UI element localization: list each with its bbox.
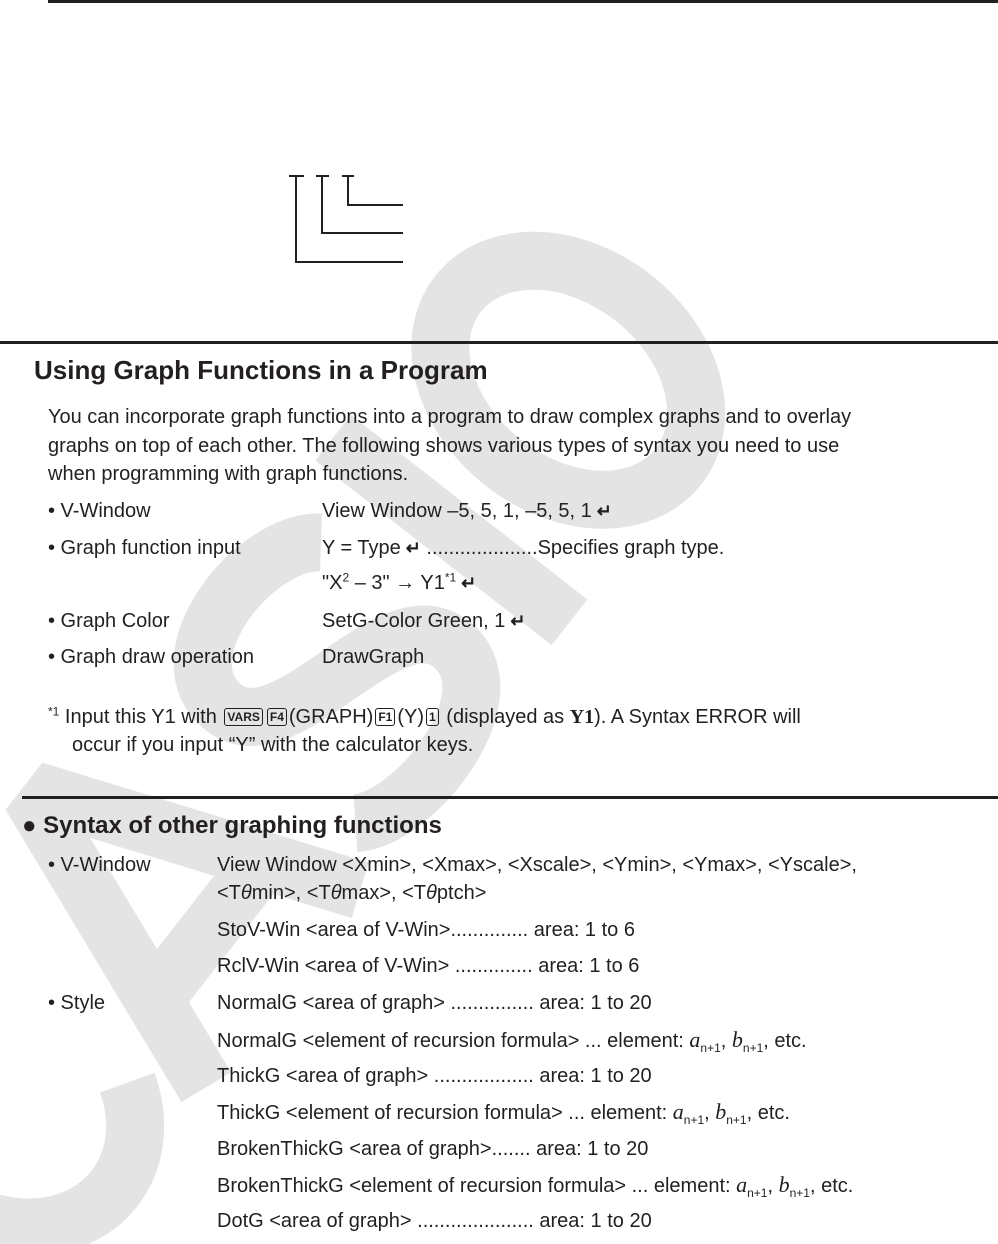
y1-symbol: Y1 [569, 706, 595, 728]
syntax-line: DotG <area of graph> ..................... area: 1 to 20 [217, 1210, 652, 1232]
row-label: • Graph function input [48, 537, 241, 559]
vars-key-icon: VARS [224, 708, 262, 726]
row-label: • Style [48, 992, 106, 1014]
f1-key-icon: F1 [375, 708, 395, 726]
bracket-diagram [0, 0, 998, 300]
syntax-line: NormalG <element of recursion formula> ... element: $a_{n+1}$, $b_{n+1}$, etc. [217, 1027, 807, 1055]
row-value: <Tθmin>, <Tθmax>, <Tθptch> [217, 882, 487, 904]
syntax-line: NormalG <area of graph> ............... area: 1 to 20 [217, 992, 652, 1014]
row-value: View Window <Xmin>, <Xmax>, <Xscale>, <Ymin>, <Ymax>, <Yscale>, [217, 854, 857, 876]
syntax-line: BrokenThickG <area of graph>....... area: 1 to 20 [217, 1138, 649, 1160]
row-label: • Graph Color [48, 610, 170, 632]
syntax-line: ThickG <area of graph> .................. area: 1 to 20 [217, 1065, 652, 1087]
return-arrow-icon: ↵ [400, 538, 421, 558]
row-value: DrawGraph [322, 646, 425, 668]
bullet-icon: ● [22, 812, 44, 839]
syntax-line: BrokenThickG <element of recursion formula> ... element: $a_{n+1}$, $b_{n+1}$, etc. [217, 1172, 854, 1200]
f4-key-icon: F4 [267, 708, 287, 726]
return-arrow-icon: ↵ [591, 501, 612, 521]
row-value: Y = Type ↵ ....................Specifies graph type. [322, 537, 725, 559]
footnote: $^{*1}$ Input this Y1 with VARS F4 (GRAPH) F1 (Y) 1 (displayed as Y1). A Syntax ERROR will [48, 704, 801, 728]
subsection-title: ● Syntax of other graphing functions [22, 812, 442, 839]
subsection-rule [22, 796, 998, 799]
row-label: • V-Window [48, 500, 151, 522]
row-label: • Graph draw operation [48, 646, 255, 668]
row-value: "$X^2 - 3$" → $Y1^{*1}$ ↵ [322, 570, 477, 594]
footnote-line2: occur if you input “Y” with the calculator keys. [72, 734, 474, 756]
return-arrow-icon: ↵ [505, 611, 526, 631]
intro-line: You can incorporate graph functions into a program to draw complex graphs and to overlay [48, 406, 852, 428]
return-arrow-icon: ↵ [456, 573, 477, 593]
row-label: • V-Window [48, 854, 151, 876]
row-value: SetG-Color Green, 1 ↵ [322, 610, 526, 632]
one-key-icon: 1 [426, 708, 439, 726]
section-title: Using Graph Functions in a Program [34, 355, 488, 385]
syntax-line: StoV-Win <area of V-Win>.............. area: 1 to 6 [217, 919, 635, 941]
section-rule [0, 341, 998, 344]
bracket-line-3 [342, 176, 403, 205]
bracket-line-1 [289, 176, 403, 262]
intro-line: graphs on top of each other. The following shows various types of syntax you need to use [48, 435, 840, 457]
syntax-line: RclV-Win <area of V-Win> .............. area: 1 to 6 [217, 955, 640, 977]
syntax-line: ThickG <element of recursion formula> ... element: $a_{n+1}$, $b_{n+1}$, etc. [217, 1099, 790, 1127]
intro-line: when programming with graph functions. [48, 463, 409, 485]
row-value: View Window –5, 5, 1, –5, 5, 1 ↵ [322, 500, 612, 522]
